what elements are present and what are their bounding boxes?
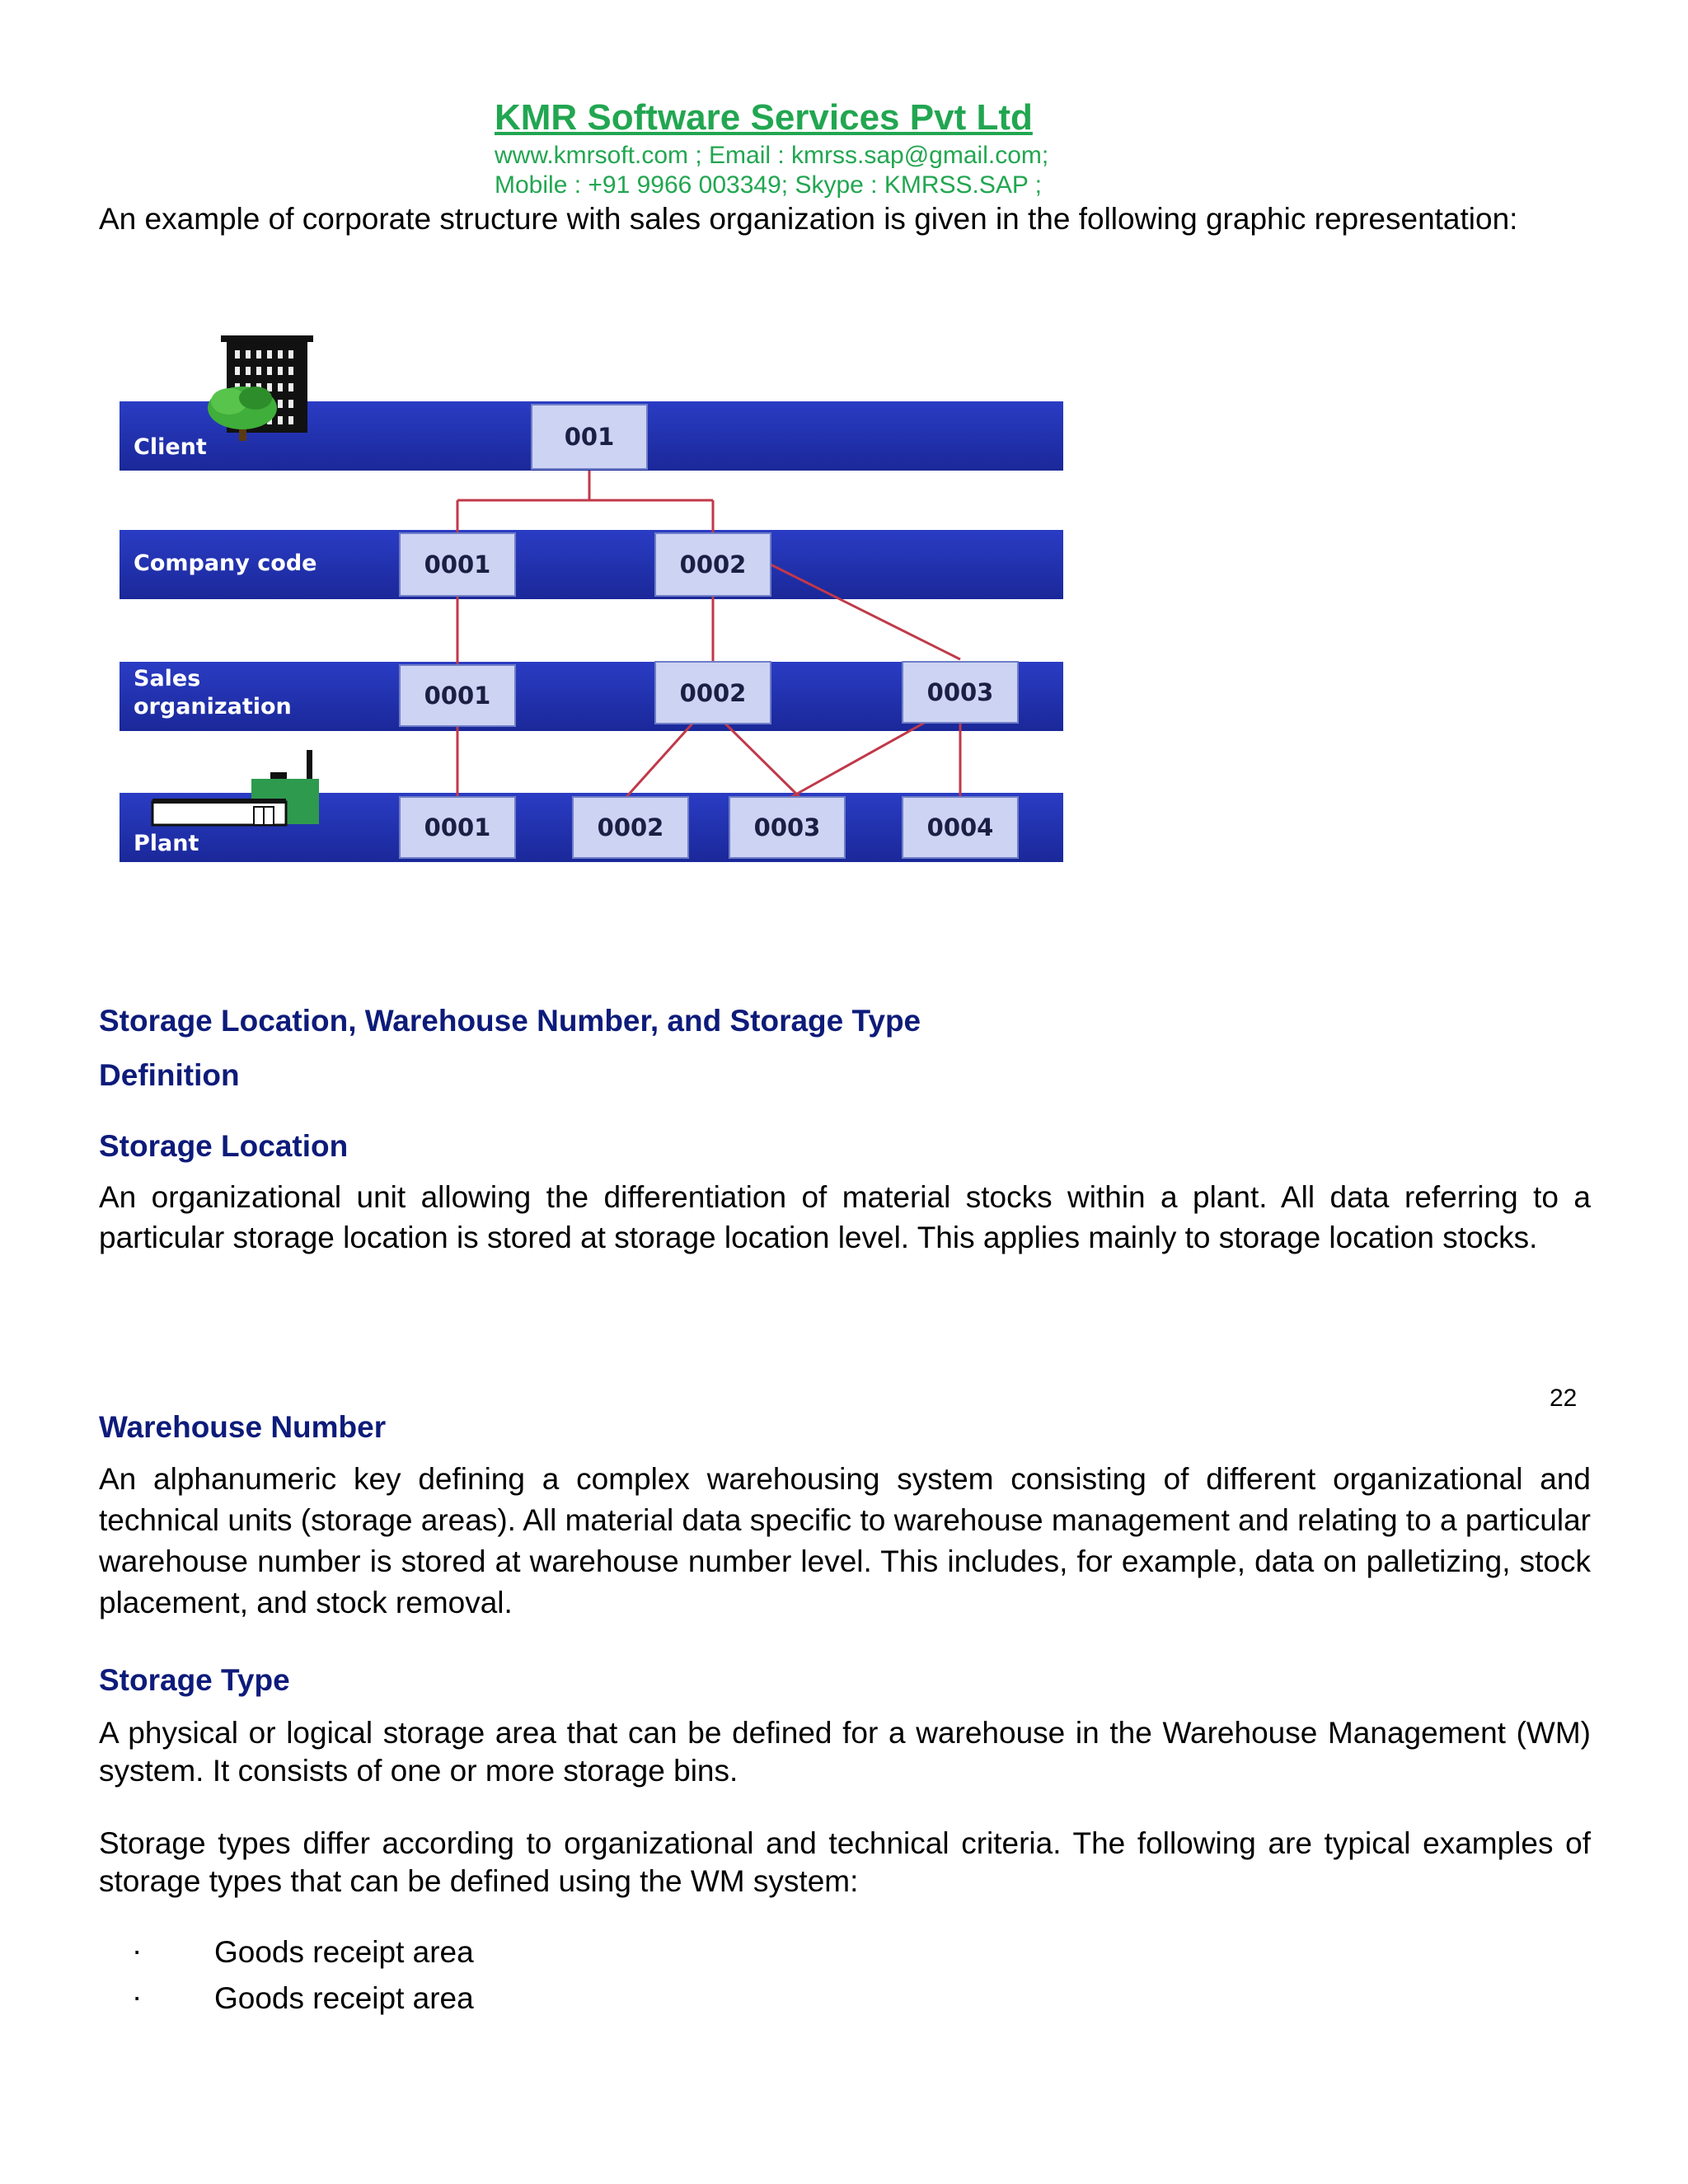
box-label-company-code-0001: 0001 bbox=[424, 551, 491, 579]
company-name: KMR Software Services Pvt Ltd bbox=[495, 97, 1033, 138]
storage-type-text-2: Storage types differ according to organizational and technical criteria. The following are typical examples of storage types that can be defined using the WM system: bbox=[99, 1826, 1591, 1898]
box-label-plant-0003: 0003 bbox=[753, 813, 821, 841]
bullet-marker: · bbox=[132, 1980, 143, 2013]
label-plant: Plant bbox=[134, 831, 199, 856]
storage-location-text: An organizational unit allowing the differentiation of material stocks within a plant. All data referring to a particular storage location is stored at storage location level. This applies mainly to storage location stocks. bbox=[99, 1180, 1591, 1254]
box-label-plant-0002: 0002 bbox=[597, 813, 664, 841]
box-label-plant-0004: 0004 bbox=[926, 813, 994, 841]
bullet-item: Goods receipt area bbox=[214, 1981, 474, 2015]
section-title: Storage Location, Warehouse Number, and Storage Type bbox=[99, 1004, 921, 1038]
label-sales-organization-line2: organization bbox=[134, 694, 292, 719]
warehouse-number-heading: Warehouse Number bbox=[99, 1410, 387, 1444]
label-company-code: Company code bbox=[134, 551, 317, 576]
storage-type-heading: Storage Type bbox=[99, 1663, 290, 1697]
box-label-company-code-0002: 0002 bbox=[679, 551, 747, 579]
connector-lines bbox=[457, 471, 960, 797]
box-label-sales-org-0002: 0002 bbox=[679, 679, 747, 707]
bullet-marker: · bbox=[132, 1933, 143, 1967]
storage-type-text-1: A physical or logical storage area that can be defined for a warehouse in the Warehouse Management (WM) system. It consists of one or more storage bins. bbox=[99, 1716, 1591, 1788]
box-label-sales-org-0001: 0001 bbox=[424, 682, 491, 710]
bullet-item: Goods receipt area bbox=[214, 1935, 474, 1969]
contact-line-web-email: www.kmrsoft.com ; Email : kmrss.sap@gmail.com; bbox=[495, 142, 1049, 169]
intro-paragraph: An example of corporate structure with sales organization is given in the following graphic representation: bbox=[99, 202, 1518, 236]
factory-icon bbox=[152, 750, 319, 825]
label-client: Client bbox=[134, 434, 207, 460]
page-number: 22 bbox=[1550, 1385, 1578, 1412]
box-label-client-001: 001 bbox=[564, 423, 615, 451]
org-structure-diagram bbox=[115, 326, 1071, 869]
contact-line-phone-skype: Mobile : +91 9966 003349; Skype : KMRSS.SAP ; bbox=[495, 171, 1043, 199]
label-sales-organization-line1: Sales bbox=[134, 666, 201, 691]
storage-location-heading: Storage Location bbox=[99, 1129, 349, 1163]
box-label-sales-org-0003: 0003 bbox=[926, 678, 994, 706]
warehouse-number-text: An alphanumeric key defining a complex warehousing system consisting of different organizational and technical units (storage areas). All material data specific to warehouse management and relating to a particular warehouse number is stored at warehouse number level. This includes, for example, data on palletizing, stock placement, and stock removal. bbox=[99, 1462, 1591, 1619]
definition-heading: Definition bbox=[99, 1058, 240, 1092]
box-label-plant-0001: 0001 bbox=[424, 813, 491, 841]
